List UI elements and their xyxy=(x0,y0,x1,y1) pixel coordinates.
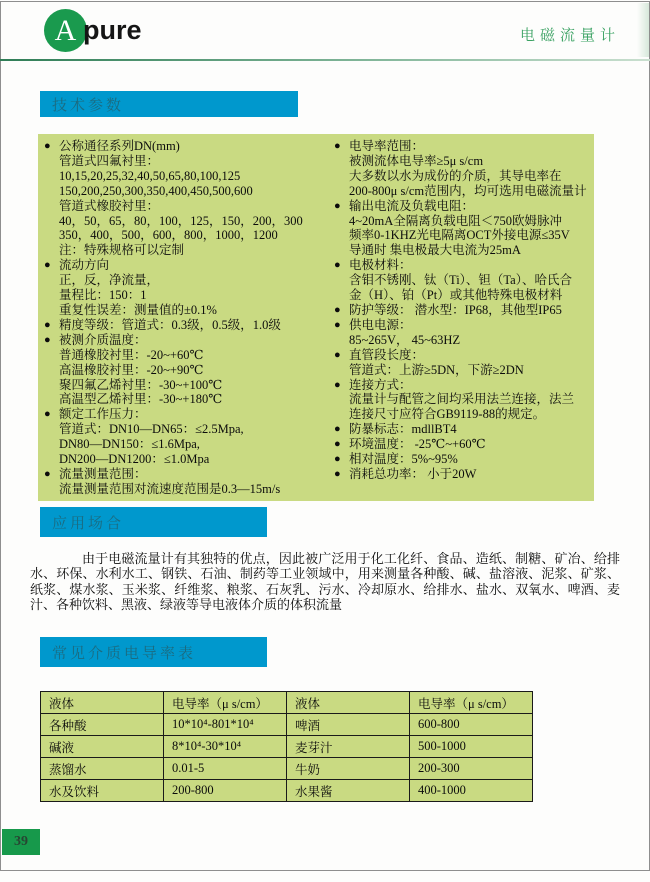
bullet-icon: ● xyxy=(334,199,341,212)
bullet-icon: ● xyxy=(334,259,341,272)
spec-item xyxy=(334,467,592,482)
table-row xyxy=(41,736,533,758)
tech-spec-box xyxy=(38,134,594,501)
bullet-icon: ● xyxy=(44,467,51,480)
table-cell: 200-300 xyxy=(410,758,533,780)
spec-item xyxy=(334,318,592,348)
page-title: 电磁流量计 xyxy=(519,28,620,44)
spec-item-title: 相对温度：5%~95% xyxy=(349,452,458,467)
spec-item-title: 防护等级： 潜水型：IP68，其他型IP65 xyxy=(349,302,562,317)
table-header-cell: 液体 xyxy=(287,692,410,714)
spec-item-line: 10,15,20,25,32,40,50,65,80,100,125 xyxy=(59,168,241,183)
application-paragraph: 由于电磁流量计有其独特的优点，因此被广泛用于化工化纤、食品、造纸、制糖、矿冶、给排水、环保、水利水工、钢铁、石油、制药等工业领域中，用来测量各种酸、碱、盐溶液、泥浆、矿浆、纸浆、煤水浆、玉米浆、纤维浆、粮浆、石灰乳、污水、冷却原水、给排水、盐水、双氧水、啤酒、麦汁、各种饮料、黑液、绿液等导电液体介质的体积流量 xyxy=(30,551,620,613)
spec-item-line: 4~20mA全隔离负载电阻＜750欧姆脉冲 xyxy=(349,213,563,228)
spec-item-line: 管道式：上游≥5DN，下游≥2DN xyxy=(349,362,524,377)
page-header xyxy=(0,0,650,59)
spec-item-title: 被测介质温度： xyxy=(59,332,147,347)
table-row xyxy=(41,780,533,802)
table-header-cell: 液体 xyxy=(41,692,164,714)
spec-item-title: 供电电源： xyxy=(349,317,412,332)
spec-item-line: 正，反，净流量， xyxy=(59,273,160,288)
spec-item xyxy=(44,139,326,258)
bullet-icon: ● xyxy=(334,423,341,436)
spec-item-line: 流量计与配管之间均采用法兰连接，法兰 xyxy=(349,392,575,407)
spec-item-title: 公称通径系列DN(mm) xyxy=(59,139,180,153)
spec-item-title: 额定工作压力： xyxy=(59,407,147,422)
spec-item xyxy=(44,318,326,333)
spec-item xyxy=(334,139,592,199)
logo-text: pure xyxy=(83,15,142,45)
bullet-icon: ● xyxy=(334,303,341,316)
section-title: 常见介质电导率表 xyxy=(52,645,197,662)
conductivity-table xyxy=(40,691,533,802)
spec-item-line: 金（H）、铂（Pt）或其他特殊电极材料 xyxy=(349,288,563,303)
table-cell: 牛奶 xyxy=(287,758,410,780)
section-title: 应用场合 xyxy=(52,515,125,532)
spec-item-title: 直管段长度： xyxy=(349,347,425,362)
page-number-box xyxy=(2,829,40,855)
table-cell: 8*10⁴-30*10⁴ xyxy=(164,736,287,758)
table-cell: 啤酒 xyxy=(287,714,410,736)
spec-item-line: 流量测量范围对流速度范围是0.3—15m/s xyxy=(59,481,281,496)
spec-item-title: 防暴标志：mdllBT4 xyxy=(349,422,457,437)
spec-item-line: 重复性误差：测量值的±0.1% xyxy=(59,302,217,317)
spec-item-title: 流量测量范围： xyxy=(59,466,147,481)
table-cell: 蒸馏水 xyxy=(41,758,164,780)
table-cell: 水果酱 xyxy=(287,780,410,802)
spec-item-line: 200-800μ s/cm范围内，均可选用电磁流量计 xyxy=(349,183,587,198)
section-title: 技术参数 xyxy=(52,97,125,114)
spec-item-line: 40，50，65，80，100，125，150，200，300 xyxy=(59,213,303,228)
spec-item xyxy=(334,199,592,259)
table-cell: 0.01-5 xyxy=(164,758,287,780)
table-row xyxy=(41,758,533,780)
bullet-icon: ● xyxy=(334,348,341,361)
section-banner-application xyxy=(40,507,267,537)
corner-shade xyxy=(637,3,649,57)
spec-item-line: 管道式：DN10—DN65：≤2.5Mpa, xyxy=(59,422,244,437)
table-cell: 碱液 xyxy=(41,736,164,758)
spec-item xyxy=(334,258,592,303)
spec-item-line: 含钼不锈刚、钛（Ti）、钽（Ta）、哈氏合 xyxy=(349,273,572,288)
section-banner-conductivity-table xyxy=(40,637,267,667)
header-divider xyxy=(0,59,650,61)
spec-item xyxy=(44,467,326,497)
logo-letter: A xyxy=(54,13,77,47)
table-cell: 麦芽汁 xyxy=(287,736,410,758)
spec-item-line: 量程比：150：1 xyxy=(59,288,147,303)
page-number: 39 xyxy=(14,834,28,849)
spec-item-line: 大多数以水为成份的介质，其导电率在 xyxy=(349,168,562,183)
spec-item-title: 输出电流及负载电阻： xyxy=(349,198,475,213)
table-header-cell: 电导率（μ s/cm） xyxy=(164,692,287,714)
bullet-icon: ● xyxy=(334,140,341,152)
spec-item-line: 聚四氟乙烯衬里：-30~+100℃ xyxy=(59,377,223,392)
spec-item-line: DN80—DN150：≤1.6Mpa, xyxy=(59,437,200,452)
table-cell: 水及饮料 xyxy=(41,780,164,802)
spec-item-title: 电极材料： xyxy=(349,258,412,273)
spec-item xyxy=(334,348,592,378)
table-header-row xyxy=(41,692,533,714)
spec-item xyxy=(334,303,592,318)
spec-item-title: 精度等级：管道式：0.3级，0.5级，1.0级 xyxy=(59,317,281,332)
spec-item-line: 导通时 集电极最大电流为25mA xyxy=(349,243,521,258)
bullet-icon: ● xyxy=(334,378,341,391)
table-header-cell: 电导率（μ s/cm） xyxy=(410,692,533,714)
table-cell: 600-800 xyxy=(410,714,533,736)
spec-item-line: 高温型乙烯衬里：-30~+180℃ xyxy=(59,392,223,407)
spec-item-line: 85~265V， 45~63HZ xyxy=(349,332,461,347)
bullet-icon: ● xyxy=(334,453,341,466)
table-cell: 200-800 xyxy=(164,780,287,802)
spec-item-title: 流动方向 xyxy=(59,258,110,273)
spec-item xyxy=(334,452,592,467)
spec-item-title: 环境温度： -25℃~+60℃ xyxy=(349,437,486,452)
bullet-icon: ● xyxy=(44,140,51,152)
spec-column-left xyxy=(44,139,326,497)
spec-item-line: 连接尺寸应符合GB9119-88的规定。 xyxy=(349,407,546,422)
spec-item-line: DN200—DN1200：≤1.0Mpa xyxy=(59,452,210,467)
spec-column-right xyxy=(334,139,592,482)
spec-item xyxy=(44,407,326,467)
bullet-icon: ● xyxy=(44,318,51,331)
bullet-icon: ● xyxy=(44,259,51,272)
spec-item-title: 电导率范围： xyxy=(349,139,425,153)
spec-item-line: 高温橡胶衬里：-20~+90℃ xyxy=(59,362,204,377)
spec-item xyxy=(44,258,326,318)
apure-logo-icon xyxy=(44,9,87,52)
table-cell: 各种酸 xyxy=(41,714,164,736)
bullet-icon: ● xyxy=(44,333,51,346)
spec-item-line: 注：特殊规格可以定制 xyxy=(59,243,185,258)
spec-item xyxy=(334,437,592,452)
spec-item-line: 管道式四氟衬里： xyxy=(59,153,160,168)
spec-item-line: 150,200,250,300,350,400,450,500,600 xyxy=(59,183,253,198)
table-cell: 400-1000 xyxy=(410,780,533,802)
spec-item-line: 管道式橡胶衬里： xyxy=(59,198,160,213)
spec-item-line: 普通橡胶衬里：-20~+60℃ xyxy=(59,347,204,362)
table-cell: 10*10⁴-801*10⁴ xyxy=(164,714,287,736)
table-row xyxy=(41,714,533,736)
spec-item-title: 消耗总功率： 小于20W xyxy=(349,466,477,481)
bullet-icon: ● xyxy=(334,438,341,451)
bullet-icon: ● xyxy=(44,408,51,421)
spec-item-line: 频率0-1KHZ光电隔离OCT外接电源≤35V xyxy=(349,228,570,243)
spec-item xyxy=(44,333,326,408)
spec-item xyxy=(334,378,592,423)
bullet-icon: ● xyxy=(334,467,341,480)
spec-item-title: 连接方式： xyxy=(349,377,412,392)
table-cell: 500-1000 xyxy=(410,736,533,758)
apure-logo xyxy=(44,9,142,52)
section-banner-tech-params xyxy=(40,91,298,117)
spec-item-line: 被测流体电导率≥5μ s/cm xyxy=(349,153,484,168)
spec-item xyxy=(334,422,592,437)
bullet-icon: ● xyxy=(334,318,341,331)
spec-item-line: 350，400，500，600，800，1000，1200 xyxy=(59,228,278,243)
